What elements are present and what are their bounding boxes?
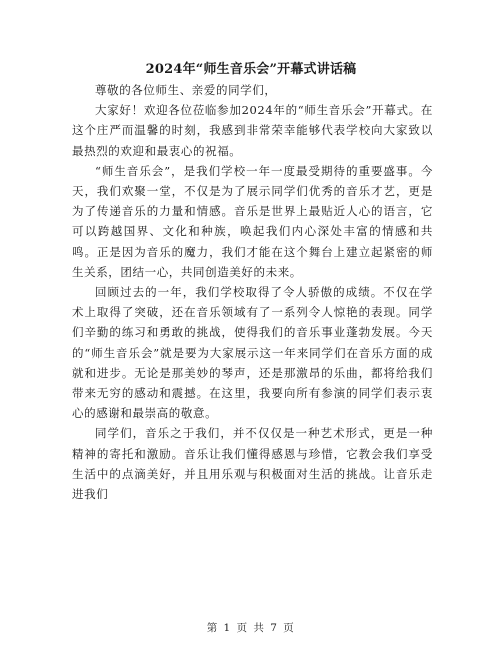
page-number-footer: 第 1 页 共 7 页	[206, 622, 296, 634]
paragraph-concert-intro: “师生音乐会”，是我们学校一年一度最受期待的重要盛事。今天，我们欢聚一堂，不仅是为了展示同学们优秀的音乐才艺，更是为了传递音乐的力量和情感。音乐是世界上最贴近人心的语言，它可以跨越国界、文化和种族，唤起我们内心深处丰富的情感和共鸣。正是因为音乐的魔力，我们才能在这个舞台上建立起紧密的师生关系，团结一心，共同创造美好的未来。	[72, 163, 433, 279]
paragraph-music-meaning: 同学们，音乐之于我们，并不仅仅是一种艺术形式，更是一种精神的寄托和激励。音乐让我们懂得感恩与珍惜，它教会我们享受生活中的点滴美好，并且用乐观与积极面对生活的挑战。让音乐走进我们	[72, 426, 433, 502]
document-title: 2024年“师生音乐会”开幕式讲话稿	[145, 62, 357, 77]
paragraph-salutation: 尊敬的各位师生、亲爱的同学们，	[95, 83, 277, 97]
paragraph-welcome: 大家好！欢迎各位莅临参加2024年的“师生音乐会”开幕式。在这个庄严而温馨的时刻，我感到非常荣幸能够代表学校向大家致以最热烈的欢迎和最衷心的祝福。	[72, 103, 433, 158]
document-body	[72, 80, 433, 504]
paragraph-review: 回顾过去的一年，我们学校取得了令人骄傲的成绩。不仅在学术上取得了突破，还在音乐领域有了一系列令人惊艳的表现。同学们辛勤的练习和勇敢的挑战，使得我们的音乐事业蓬勃发展。今天的“师生音乐会”就是要为大家展示这一年来同学们在音乐方面的成就和进步。无论是那美妙的琴声，还是那激昂的乐曲，都将给我们带来无穷的感动和震撼。在这里，我要向所有参演的同学们表示衷心的感谢和最崇高的敬意。	[72, 285, 433, 421]
